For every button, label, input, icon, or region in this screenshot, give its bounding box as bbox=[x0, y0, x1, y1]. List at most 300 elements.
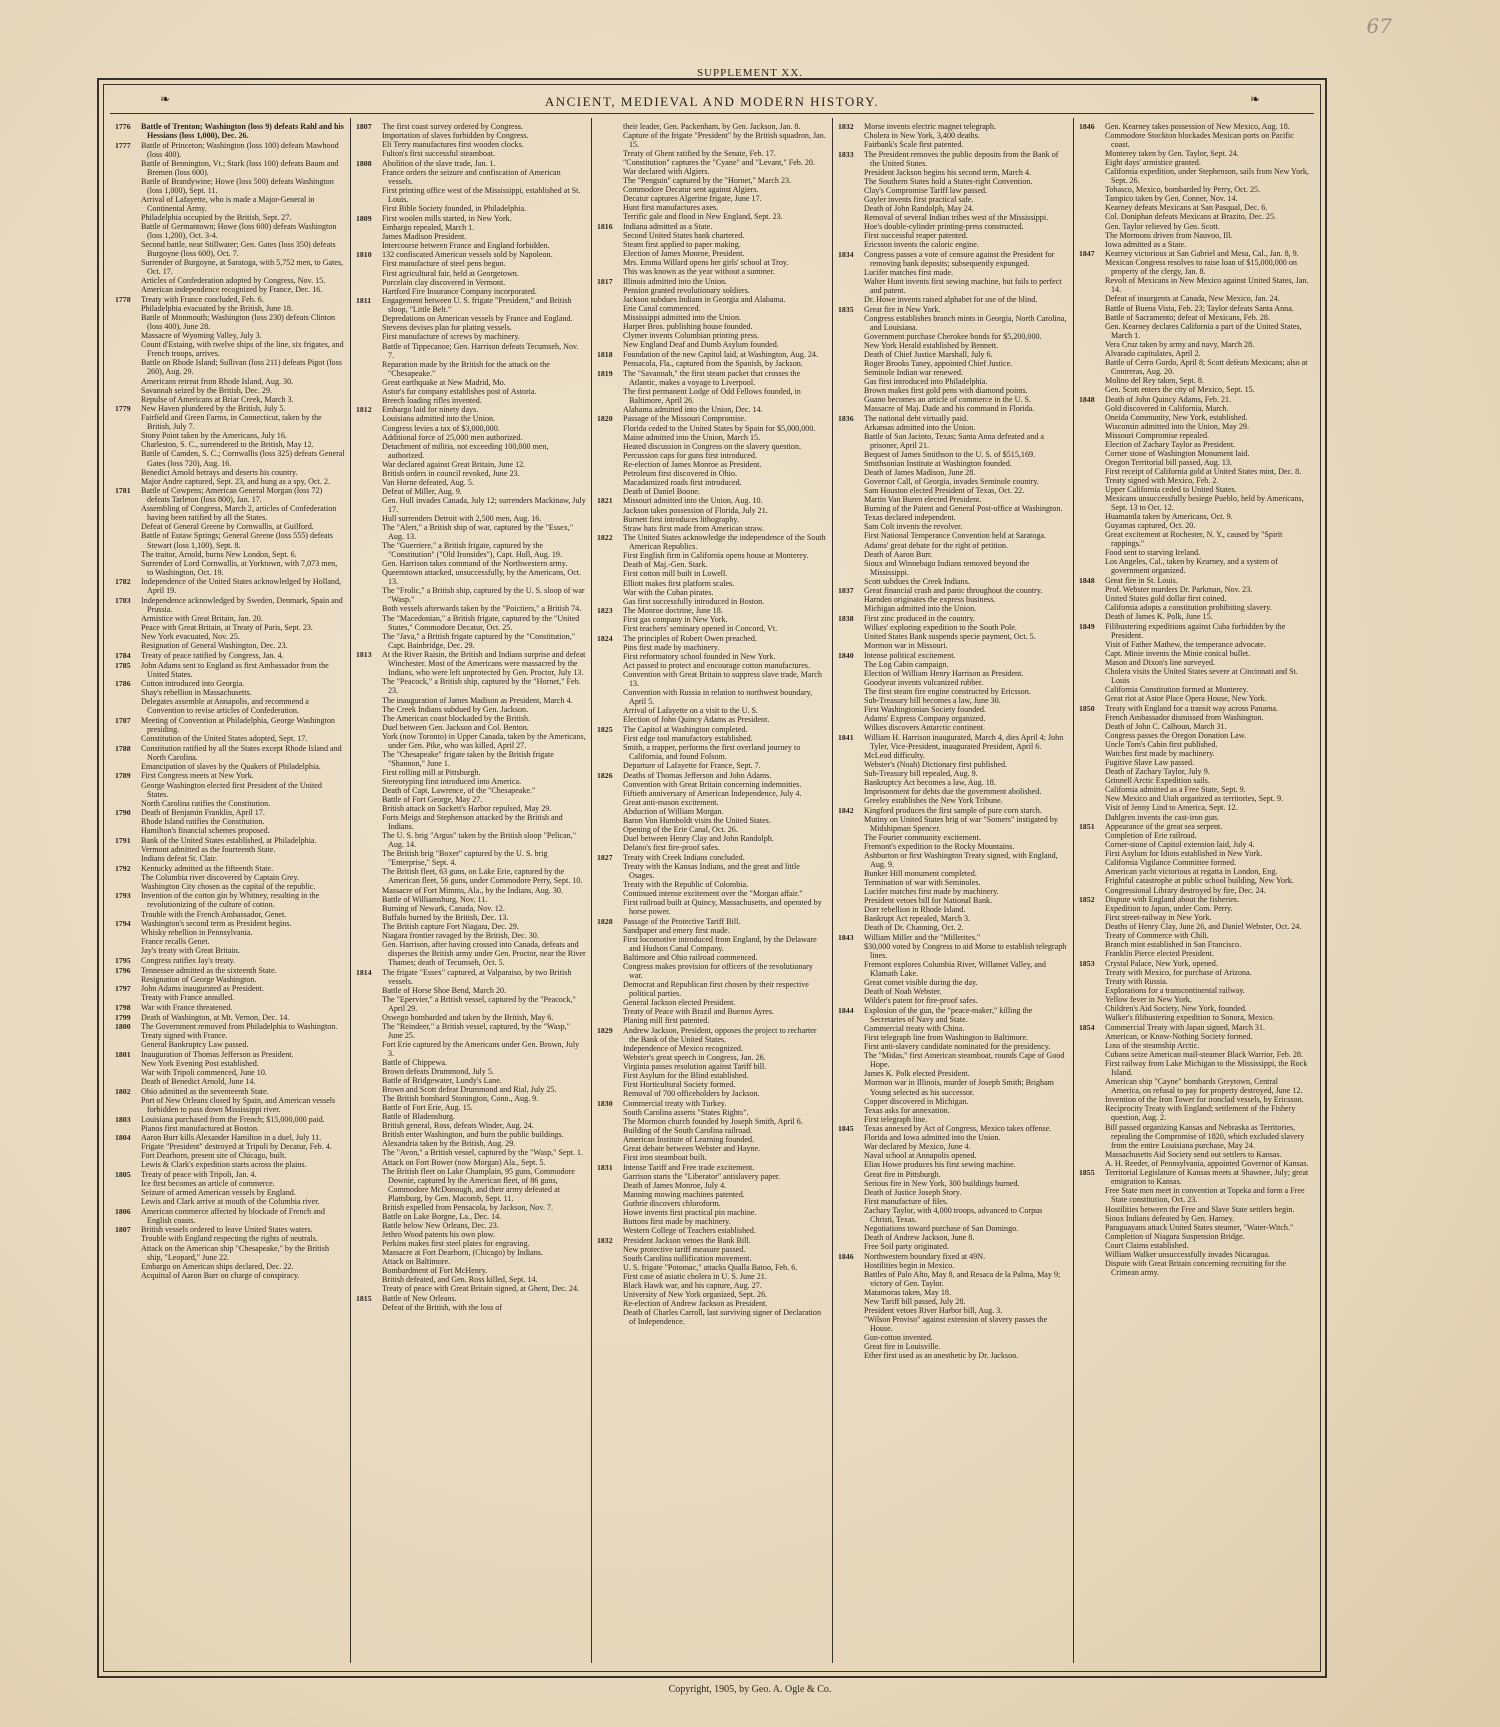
event-text: France recalls Genet. bbox=[141, 937, 210, 947]
event-text: Removal of 700 officeholders by Jackson. bbox=[623, 1089, 760, 1099]
event-text: First successful reaper patented. bbox=[864, 231, 968, 241]
event-text: Jackson takes possession of Florida, July 21. bbox=[623, 505, 768, 515]
event-text: Fort Dearborn, present site of Chicago, built. bbox=[141, 1151, 287, 1161]
event-text: The "Midas," first American steamboat, rounds Cape of Good Hope. bbox=[864, 1051, 1065, 1070]
event-text: Bunker Hill monument completed. bbox=[864, 869, 977, 879]
event-text: New York Herald established by Bennett. bbox=[864, 340, 999, 350]
event-list bbox=[141, 661, 345, 679]
year-entry bbox=[597, 1236, 827, 1326]
event-text: Delegates assemble at Annapolis, and recommend a Convention to revise articles of Confederation. bbox=[141, 697, 309, 716]
event-text: Invention of the Iron Tower for ironclad vessels, by Ericsson. bbox=[1105, 1095, 1304, 1105]
event-text: Buffalo burned by the British, Dec. 13. bbox=[382, 912, 509, 922]
event-text: Battle of Williamsburg, Nov. 11. bbox=[382, 894, 488, 904]
year-label: 1802 bbox=[115, 1086, 131, 1096]
year-label: 1796 bbox=[115, 965, 131, 975]
year-entry bbox=[356, 214, 586, 250]
event-text: Emancipation of slaves by the Quakers of Philadelphia. bbox=[141, 761, 321, 771]
event-text: Stevens devises plan for plating vessels. bbox=[382, 323, 512, 333]
event-text: Death of John C. Calhoun, March 31. bbox=[1105, 722, 1227, 732]
event-list bbox=[623, 414, 827, 495]
event-text: Texas declared independent. bbox=[864, 513, 956, 523]
event-text: First Congress meets at New York. bbox=[141, 771, 254, 781]
event-text: Massacre of Fort Mimms, Ala., by the Indians, Aug. 30. bbox=[382, 885, 563, 895]
event-text: American yacht victorious at regatta in London, Eng. bbox=[1105, 867, 1278, 877]
event-text: Count d'Estaing, with twelve ships of the line, six frigates, and French troops, arrives. bbox=[141, 340, 344, 359]
year-entry bbox=[356, 650, 586, 967]
year-label: 1822 bbox=[597, 533, 613, 543]
event-text: Fort Erie captured by the Americans under Gen. Brown, July 3. bbox=[382, 1039, 580, 1058]
year-entry bbox=[115, 1133, 345, 1169]
year-entry bbox=[115, 122, 345, 140]
year-entry bbox=[1079, 822, 1309, 894]
event-text: First National Temperance Convention held at Saratoga. bbox=[864, 531, 1047, 541]
event-text: Death of Chief Justice Marshall, July 6. bbox=[864, 349, 993, 359]
event-text: Jethro Wood patents his own plow. bbox=[382, 1229, 495, 1239]
event-text: Filibustering expeditions against Cuba forbidden by the President. bbox=[1105, 621, 1286, 640]
event-text: The "Frolic," a British ship, captured by the U. S. sloop of war "Wasp." bbox=[382, 586, 585, 605]
event-text: Resignation of General Washington, Dec. 23. bbox=[141, 641, 288, 651]
event-text: Percussion caps for guns first introduced. bbox=[623, 450, 757, 460]
event-text: Copper discovered in Michigan. bbox=[864, 1096, 969, 1106]
event-text: The British fleet on Lake Champlain, 95 guns, Commodore Downie, captured by the American fleet, of 86 guns, Commodore McDonough, and their army defeated at Plattsburg, by Gen. Macomb, Sept. 11. bbox=[382, 1166, 575, 1203]
event-text: First zinc produced in the country. bbox=[864, 614, 975, 624]
event-text: Convention with Russia in relation to northwest boundary, April 5. bbox=[623, 688, 813, 707]
event-text: Porcelain clay discovered in Vermont. bbox=[382, 277, 506, 287]
year-label: 1842 bbox=[838, 805, 854, 815]
event-text: Oregon Territorial bill passed, Aug. 13. bbox=[1105, 457, 1232, 467]
year-label: 1852 bbox=[1079, 895, 1095, 905]
event-text: Convention with Great Britain to suppress slave trade, March 13. bbox=[623, 670, 822, 689]
year-entry bbox=[115, 716, 345, 743]
year-label: 1828 bbox=[597, 916, 613, 926]
event-text: Franklin Pierce elected President. bbox=[1105, 949, 1214, 959]
event-text: Forts Meigs and Stephenson attacked by the British and Indians. bbox=[382, 813, 563, 832]
event-text: Monterey taken by Gen. Taylor, Sept. 24. bbox=[1105, 149, 1239, 159]
year-entry bbox=[597, 917, 827, 1026]
event-text: First edge tool manufactory established. bbox=[623, 734, 753, 744]
event-text: Independence acknowledged by Sweden, Denmark, Spain and Prussia. bbox=[141, 596, 343, 615]
year-entry bbox=[597, 634, 827, 724]
event-text: Lewis and Clark arrive at mouth of the Columbia river. bbox=[141, 1197, 320, 1207]
event-text: The British capture Fort Niagara, Dec. 29. bbox=[382, 921, 519, 931]
event-text: Constitution ratified by all the States except Rhode Island and North Carolina. bbox=[141, 743, 342, 762]
event-text: Fugitive Slave Law passed. bbox=[1105, 758, 1195, 768]
year-entry bbox=[115, 1087, 345, 1114]
year-label: 1785 bbox=[115, 660, 131, 670]
event-text: Arrival of Lafayette, who is made a Major-General in Continental Army. bbox=[141, 194, 315, 214]
event-text: Termination of war with Seminoles. bbox=[864, 878, 981, 888]
event-text: United States gold dollar first coined. bbox=[1105, 594, 1227, 604]
event-text: Abduction of William Morgan. bbox=[623, 807, 724, 817]
event-text: Florida ceded to the United States by Spain for $5,000,000. bbox=[623, 423, 816, 433]
event-text: Frightful catastrophe at public school building, New York. bbox=[1105, 876, 1294, 886]
event-text: Battle of Eutaw Springs; General Greene (loss 555) defeats Stewart (loss 1,100), Sept. 8. bbox=[141, 531, 333, 550]
event-text: Alabama admitted into the Union, Dec. 14. bbox=[623, 404, 763, 414]
event-text: New protective tariff measure passed. bbox=[623, 1244, 746, 1254]
event-text: Stereotyping first introduced into America. bbox=[382, 776, 522, 786]
event-text: Treaty of Commerce with Chili. bbox=[1105, 931, 1209, 941]
event-text: Aaron Burr kills Alexander Hamilton in a duel, July 11. bbox=[141, 1133, 322, 1143]
event-list bbox=[864, 733, 1068, 805]
year-entry bbox=[1079, 622, 1309, 703]
event-text: Corner stone of Washington Monument laid. bbox=[1105, 448, 1250, 458]
event-text: Great fire in Louisville. bbox=[864, 1342, 941, 1351]
event-text: Shay's rebellion in Massachusetts. bbox=[141, 688, 252, 698]
event-text: Walter Hunt invents first sewing machine, but fails to perfect and patent. bbox=[864, 276, 1062, 296]
event-text: Congress passes a vote of censure against the President for removing bank deposits; subsequently expunged. bbox=[864, 249, 1055, 268]
year-label: 1833 bbox=[838, 149, 854, 159]
event-text: Burnett first introduces lithography. bbox=[623, 514, 739, 524]
event-list bbox=[623, 369, 827, 414]
event-text: The United States acknowledge the independence of the South American Republics. bbox=[623, 533, 826, 552]
event-text: Deaths of Henry Clay, June 26, and Daniel Webster, Oct. 24. bbox=[1105, 922, 1302, 932]
event-text: New York evacuated, Nov. 25. bbox=[141, 632, 240, 642]
year-entry bbox=[1079, 704, 1309, 822]
event-text: Mormon war in Illinois, murder of Joseph Smith; Brigham Young selected as his successor. bbox=[864, 1078, 1054, 1097]
event-text: New York Evening Post established. bbox=[141, 1059, 259, 1069]
year-label: 1808 bbox=[356, 158, 372, 168]
event-list bbox=[141, 984, 345, 1002]
event-text: First reformatory school founded in New York. bbox=[623, 652, 776, 662]
year-label: 1820 bbox=[597, 414, 613, 424]
event-text: Brown and Scott defeat Drummond and Rial, July 25. bbox=[382, 1085, 557, 1095]
event-text: The "Alert," a British ship of war, captured by the "Essex," Aug. 13. bbox=[382, 523, 574, 542]
event-text: Seminole Indian war renewed. bbox=[864, 368, 963, 378]
event-text: Battle of Fort George, May 27. bbox=[382, 795, 483, 805]
year-label: 1832 bbox=[597, 1235, 613, 1245]
event-text: Branch mint established in San Francisco. bbox=[1105, 940, 1242, 950]
event-list bbox=[864, 651, 1068, 732]
event-text: Battle of Monmouth; Washington (loss 230) defeats Clinton (loss 400), June 28. bbox=[141, 313, 336, 332]
year-entry bbox=[115, 744, 345, 771]
event-text: Breech loading rifles invented. bbox=[382, 395, 482, 405]
event-list bbox=[1105, 959, 1309, 1022]
event-text: Battle of Cowpens; American General Morgan (loss 72) defeats Tarleton (loss 800), Jan. 17. bbox=[141, 486, 323, 505]
event-text: Battle of Trenton; Washington (loss 9) defeats Rahl and his Hessians (loss 1,000), Dec. 26. bbox=[141, 122, 344, 141]
event-text: Opening of the Erie Canal, Oct. 26. bbox=[623, 825, 738, 835]
year-label: 1827 bbox=[597, 852, 613, 862]
event-text: British vessels ordered to leave United States waters. bbox=[141, 1225, 313, 1235]
event-list bbox=[141, 1115, 345, 1133]
event-text: Eight days' armistice granted. bbox=[1105, 158, 1201, 168]
event-text: Death of Maj.-Gen. Stark. bbox=[623, 560, 708, 570]
event-text: Great fire in St. Louis. bbox=[1105, 576, 1178, 586]
event-text: Explorations for a transcontinental railway. bbox=[1105, 986, 1245, 996]
event-text: Missouri admitted into the Union, Aug. 10. bbox=[623, 496, 763, 506]
year-label: 1850 bbox=[1079, 703, 1095, 713]
event-text: Decatur captures Algerine frigate, June 17. bbox=[623, 194, 762, 204]
event-text: Texas annexed by Act of Congress, Mexico takes offense. bbox=[864, 1124, 1052, 1134]
year-entry bbox=[1079, 122, 1309, 249]
event-text: California adopts a constitution prohibiting slavery. bbox=[1105, 603, 1272, 613]
event-text: Dorr rebellion in Rhode Island. bbox=[864, 905, 966, 915]
event-text: Visit of Father Mathew, the temperance advocate. bbox=[1105, 640, 1266, 650]
event-text: Black Hawk war, and his capture, Aug. 27. bbox=[623, 1281, 762, 1291]
event-text: Gas first introduced into Philadelphia. bbox=[864, 377, 988, 387]
event-text: Great earthquake at New Madrid, Mo. bbox=[382, 377, 506, 387]
event-list bbox=[623, 533, 827, 605]
event-text: Port of New Orleans closed by Spain, and American vessels forbidden to pass down Mississippi river. bbox=[141, 1095, 336, 1114]
event-text: The President removes the public deposits from the Bank of the United States. bbox=[864, 149, 1059, 168]
event-text: The British bombard Stonington, Conn., Aug. 9. bbox=[382, 1094, 539, 1104]
year-entry bbox=[115, 1013, 345, 1022]
history-column-1 bbox=[110, 118, 351, 1663]
year-label: 1841 bbox=[838, 732, 854, 742]
event-text: Sandpaper and emery first made. bbox=[623, 925, 730, 935]
year-entry bbox=[838, 651, 1068, 732]
event-text: Intercourse between France and England forbidden. bbox=[382, 240, 550, 250]
event-text: Astor's fur company establishes post of Astoria. bbox=[382, 386, 537, 396]
year-entry bbox=[115, 966, 345, 984]
year-entry bbox=[356, 296, 586, 405]
title-divider bbox=[110, 113, 1314, 114]
event-text: Tobasco, Mexico, bombarded by Perry, Oct. 25. bbox=[1105, 185, 1261, 195]
event-text: Surrender of Burgoyne, at Saratoga, with 5,752 men, to Gates, Oct. 17. bbox=[141, 258, 344, 277]
event-text: Death of Washington, at Mt. Vernon, Dec. 14. bbox=[141, 1012, 290, 1022]
event-text: Defeat of the British, with the loss of bbox=[382, 1302, 503, 1312]
event-text: Bequest of James Smithson to the U. S. of $515,169. bbox=[864, 450, 1036, 460]
year-label: 1815 bbox=[356, 1293, 372, 1303]
history-column-5 bbox=[1074, 118, 1314, 1663]
year-label: 1824 bbox=[597, 633, 613, 643]
event-text: Death of James Madison, June 28. bbox=[864, 468, 976, 478]
year-label: 1832 bbox=[838, 122, 854, 131]
event-text: Resignation of George Washington. bbox=[141, 974, 257, 984]
event-text: Congress establishes branch mints in Georgia, North Carolina, and Louisiana. bbox=[864, 313, 1067, 332]
event-text: Commercial treaty with China. bbox=[864, 1024, 965, 1034]
event-text: Kingford produces the first sample of pure corn starch. bbox=[864, 805, 1042, 815]
event-text: Guthrie discovers chloroform. bbox=[623, 1199, 721, 1209]
year-label: 1777 bbox=[115, 140, 131, 150]
event-text: Constitution of the United States adopted, Sept. 17. bbox=[141, 734, 308, 744]
year-label: 1793 bbox=[115, 891, 131, 901]
event-text: Delano's first fire-proof safes. bbox=[623, 843, 720, 853]
event-text: Harper Bros. publishing house founded. bbox=[623, 322, 753, 332]
event-text: The Creek Indians subdued by Gen. Jackson. bbox=[382, 704, 529, 714]
event-text: Sioux Indians defeated by Gen. Harney. bbox=[1105, 1213, 1235, 1223]
event-text: Death of Benjamin Franklin, April 17. bbox=[141, 808, 265, 818]
event-text: Great excitement at Rochester, N. Y., caused by "Spirit rappings." bbox=[1105, 530, 1283, 549]
year-label: 1853 bbox=[1079, 959, 1095, 969]
event-text: Ether first used as an anesthetic by Dr. Jackson. bbox=[864, 1351, 1019, 1361]
event-text: Explosion of the gun, the "peace-maker," killing the Secretaries of Navy and State. bbox=[864, 1006, 1033, 1025]
event-text: First rolling mill at Pittsburgh. bbox=[382, 767, 481, 777]
event-text: Hostilities begin in Mexico. bbox=[864, 1260, 955, 1270]
history-column-2 bbox=[351, 118, 592, 1663]
event-text: The first permanent Lodge of Odd Fellows founded, in Baltimore, April 26. bbox=[623, 386, 801, 405]
year-label: 1843 bbox=[838, 933, 854, 943]
event-list bbox=[623, 634, 827, 724]
event-text: Jay's treaty with Great Britain. bbox=[141, 946, 240, 956]
event-text: Missouri Compromise repealed. bbox=[1105, 430, 1210, 440]
event-text: Fremont's expedition to the Rocky Mountains. bbox=[864, 842, 1015, 852]
event-text: Visit of Jenny Lind to America, Sept. 12. bbox=[1105, 803, 1238, 813]
event-text: First Horticultural Society formed. bbox=[623, 1080, 736, 1090]
event-text: Wilder's patent for fire-proof safes. bbox=[864, 996, 978, 1006]
event-list bbox=[141, 1225, 345, 1279]
event-text: John Adams sent to England as first Ambassador from the United States. bbox=[141, 660, 329, 679]
year-entry bbox=[838, 586, 1068, 613]
event-text: Death of Andrew Jackson, June 8. bbox=[864, 1232, 975, 1242]
event-text: Battle of Bladensburg. bbox=[382, 1112, 455, 1122]
event-text: Cholera visits the United States severe at Cincinnati and St. Louis bbox=[1105, 667, 1298, 686]
event-text: Battle below New Orleans, Dec. 23. bbox=[382, 1220, 499, 1230]
year-label: 1838 bbox=[838, 614, 854, 624]
year-label: 1781 bbox=[115, 486, 131, 496]
event-list bbox=[141, 1170, 345, 1206]
event-text: The Government removed from Philadelphia to Washington. bbox=[141, 1022, 338, 1032]
event-list bbox=[141, 577, 345, 595]
event-text: First locomotive introduced from England, by the Delaware and Hudson Canal Company. bbox=[623, 934, 817, 953]
event-text: Lewis & Clark's expedition starts across the plains. bbox=[141, 1160, 307, 1170]
event-text: The "Reindeer," a British vessel, captured, by the "Wasp," June 25. bbox=[382, 1021, 571, 1040]
event-list bbox=[623, 606, 827, 633]
event-text: War declared by Mexico, June 4. bbox=[864, 1142, 971, 1152]
event-text: First English firm in California opens house at Monterey. bbox=[623, 551, 809, 561]
event-text: Adams' great debate for the right of petition. bbox=[864, 540, 1008, 550]
event-text: Los Angeles, Cal., taken by Kearney, and a system of government organized. bbox=[1105, 557, 1278, 576]
event-text: Treaty signed with France. bbox=[141, 1031, 228, 1041]
year-entry bbox=[838, 250, 1068, 304]
event-text: Gen. Harrison takes command of the Northwestern army. bbox=[382, 559, 568, 569]
event-text: Gen. Kearney takes possession of New Mexico, Aug. 18. bbox=[1105, 122, 1290, 131]
event-text: Great riot at Astor Place Opera House, New York. bbox=[1105, 694, 1267, 704]
event-text: Gen. Hull invades Canada, July 12; surrenders Mackinaw, July 17. bbox=[382, 495, 586, 514]
event-text: Both vessels afterwards taken by the "Poictiers," a British 74. bbox=[382, 604, 582, 614]
event-text: Hoe's double-cylinder printing-press constructed. bbox=[864, 222, 1024, 232]
event-list bbox=[141, 864, 345, 891]
left-ornament-icon: ❧ bbox=[160, 92, 171, 106]
year-entry bbox=[356, 1294, 586, 1312]
event-text: The "Savannah," the first steam packet that crosses the Atlantic, makes a voyage to Liverpool. bbox=[623, 368, 801, 387]
year-label: 1801 bbox=[115, 1049, 131, 1059]
year-entry bbox=[838, 305, 1068, 414]
event-list bbox=[864, 1006, 1068, 1124]
year-label: 1778 bbox=[115, 295, 131, 305]
event-list bbox=[623, 277, 827, 349]
event-text: Bill passed organizing Kansas and Nebraska as Territories, repealing the Compromise of 1820, which excluded slavery from the entire Louisiana purchase, May 24. bbox=[1105, 1122, 1305, 1150]
event-text: Death of James Monroe, July 4. bbox=[623, 1180, 727, 1190]
event-text: Virginia passes resolution against Tariff bill. bbox=[623, 1062, 767, 1072]
event-text: First anti-slavery candidate nominated for the presidency. bbox=[864, 1042, 1051, 1052]
event-text: Detachment of militia, not exceeding 100,000 men, authorized. bbox=[382, 441, 549, 460]
event-text: Gas first successfully introduced in Boston. bbox=[623, 596, 765, 606]
event-text: Baron Von Humboldt visits the United States. bbox=[623, 816, 771, 826]
event-text: First Washingtonian Society founded. bbox=[864, 705, 986, 715]
event-text: Loss of the steamship Arctic. bbox=[1105, 1041, 1200, 1051]
event-text: Mason and Dixon's line surveyed. bbox=[1105, 658, 1216, 668]
event-text: Court Claims established. bbox=[1105, 1240, 1189, 1250]
event-text: The "Chesapeake" frigate taken by the British frigate "Shannon," June 1. bbox=[382, 749, 554, 768]
event-text: American independence recognized by France, Dec. 16. bbox=[141, 285, 323, 295]
event-text: First cotton mill built in Lowell. bbox=[623, 569, 728, 579]
event-text: Corner-stone of Capitol extension laid, July 4. bbox=[1105, 840, 1255, 850]
event-text: Defeat of Miller, Aug. 9. bbox=[382, 486, 462, 496]
event-text: Intense Tariff and Free trade excitement. bbox=[623, 1162, 755, 1172]
event-text: Great debate between Webster and Hayne. bbox=[623, 1144, 761, 1154]
event-text: The "Avon," a British vessel, captured by the "Wasp," Sept. 1. bbox=[382, 1148, 584, 1158]
event-text: Hamilton's financial schemes proposed. bbox=[141, 826, 270, 836]
year-label: 1779 bbox=[115, 404, 131, 414]
event-list bbox=[141, 919, 345, 955]
year-entry bbox=[1079, 1168, 1309, 1277]
event-text: Election of Zachary Taylor as President. bbox=[1105, 439, 1236, 449]
event-text: Sam Colt invents the revolver. bbox=[864, 522, 963, 532]
event-text: "Wilson Proviso" against extension of slavery passes the House. bbox=[864, 1314, 1048, 1333]
event-text: First printing office west of the Mississippi, established at St. Louis. bbox=[382, 185, 581, 204]
event-list bbox=[864, 1124, 1068, 1251]
event-list bbox=[864, 122, 1068, 149]
event-text: Re-election of James Monroe as President. bbox=[623, 459, 762, 469]
event-text: The Capitol at Washington completed. bbox=[623, 725, 748, 735]
event-text: War declared against Great Britain, June 12. bbox=[382, 459, 526, 469]
event-list bbox=[141, 956, 345, 965]
year-label: 1803 bbox=[115, 1114, 131, 1124]
year-entry bbox=[115, 984, 345, 1002]
year-entry bbox=[597, 496, 827, 532]
event-text: Sam Houston elected President of Texas, Oct. 22. bbox=[864, 486, 1025, 496]
event-text: Major Andre captured, Sept. 23, and hung as a spy, Oct. 2. bbox=[141, 476, 330, 486]
event-list bbox=[141, 596, 345, 650]
year-label: 1784 bbox=[115, 650, 131, 660]
event-text: Governor Call, of Georgia, invades Seminole country. bbox=[864, 477, 1039, 487]
event-list bbox=[382, 296, 586, 405]
event-list bbox=[623, 853, 827, 916]
event-text: Battle of Brandywine; Howe (loss 500) defeats Washington (loss 1,000), Sept. 11. bbox=[141, 176, 334, 195]
event-text: President vetoes River Harbor bill, Aug. 3. bbox=[864, 1305, 1003, 1315]
year-entry bbox=[597, 725, 827, 770]
event-text: Macadamized roads first introduced. bbox=[623, 477, 742, 487]
year-entry bbox=[838, 150, 1068, 250]
year-label: 1851 bbox=[1079, 822, 1095, 832]
event-text: First telegraph line from Washington to Baltimore. bbox=[864, 1033, 1028, 1043]
event-text: The Mormon church founded by Joseph Smith, April 6. bbox=[623, 1117, 803, 1127]
event-text: 132 confiscated American vessels sold by Napoleon. bbox=[382, 250, 553, 260]
event-text: Straw hats first made from American straw. bbox=[623, 523, 764, 533]
event-text: Battle of Chippewa. bbox=[382, 1057, 447, 1067]
event-text: their leader, Gen. Packenham, by Gen. Jackson, Jan. 8. bbox=[623, 122, 801, 131]
event-list bbox=[141, 1050, 345, 1086]
event-text: First woolen mills started, in New York. bbox=[382, 213, 512, 223]
event-text: Webster's (Noah) Dictionary first published. bbox=[864, 760, 1008, 770]
year-entry bbox=[1079, 576, 1309, 621]
year-label: 1829 bbox=[597, 1025, 613, 1035]
event-list bbox=[1105, 576, 1309, 621]
event-text: Gen. Harrison, after having crossed into Canada, defeats and disperses the British army under Gen. Proctor, near the River Thames; death of Tecumseh, Oct. 5. bbox=[382, 939, 586, 967]
year-label: 1817 bbox=[597, 276, 613, 286]
event-text: Tampico taken by Gen. Conner, Nov. 14. bbox=[1105, 194, 1238, 204]
event-text: Completion of Erie railroad. bbox=[1105, 831, 1197, 841]
event-text: A. H. Reeder, of Pennsylvania, appointed Governor of Kansas. bbox=[1105, 1158, 1309, 1168]
event-text: Watches first made by machinery. bbox=[1105, 749, 1215, 759]
event-list bbox=[623, 1163, 827, 1235]
event-text: George Washington elected first President of the United States. bbox=[141, 780, 322, 799]
event-text: Alvarado capitulates, April 2. bbox=[1105, 348, 1201, 358]
event-text: First agricultural fair, held at Georgetown. bbox=[382, 268, 519, 278]
event-text: Frigate "President" destroyed at Tripoli by Decatur, Feb. 4. bbox=[141, 1142, 332, 1152]
event-list bbox=[382, 968, 586, 1294]
event-list bbox=[141, 295, 345, 404]
year-entry bbox=[115, 1050, 345, 1086]
event-list bbox=[382, 250, 586, 295]
event-text: Dispute with England about the fisheries. bbox=[1105, 895, 1239, 905]
year-label: 1818 bbox=[597, 349, 613, 359]
year-entry bbox=[115, 808, 345, 835]
event-text: Great financial crash and panic throughout the country. bbox=[864, 586, 1043, 596]
event-text: Additional force of 25,000 men authorized. bbox=[382, 432, 523, 442]
event-text: The Log Cabin campaign. bbox=[864, 659, 949, 669]
event-text: Greeley establishes the New York Tribune. bbox=[864, 796, 1003, 806]
